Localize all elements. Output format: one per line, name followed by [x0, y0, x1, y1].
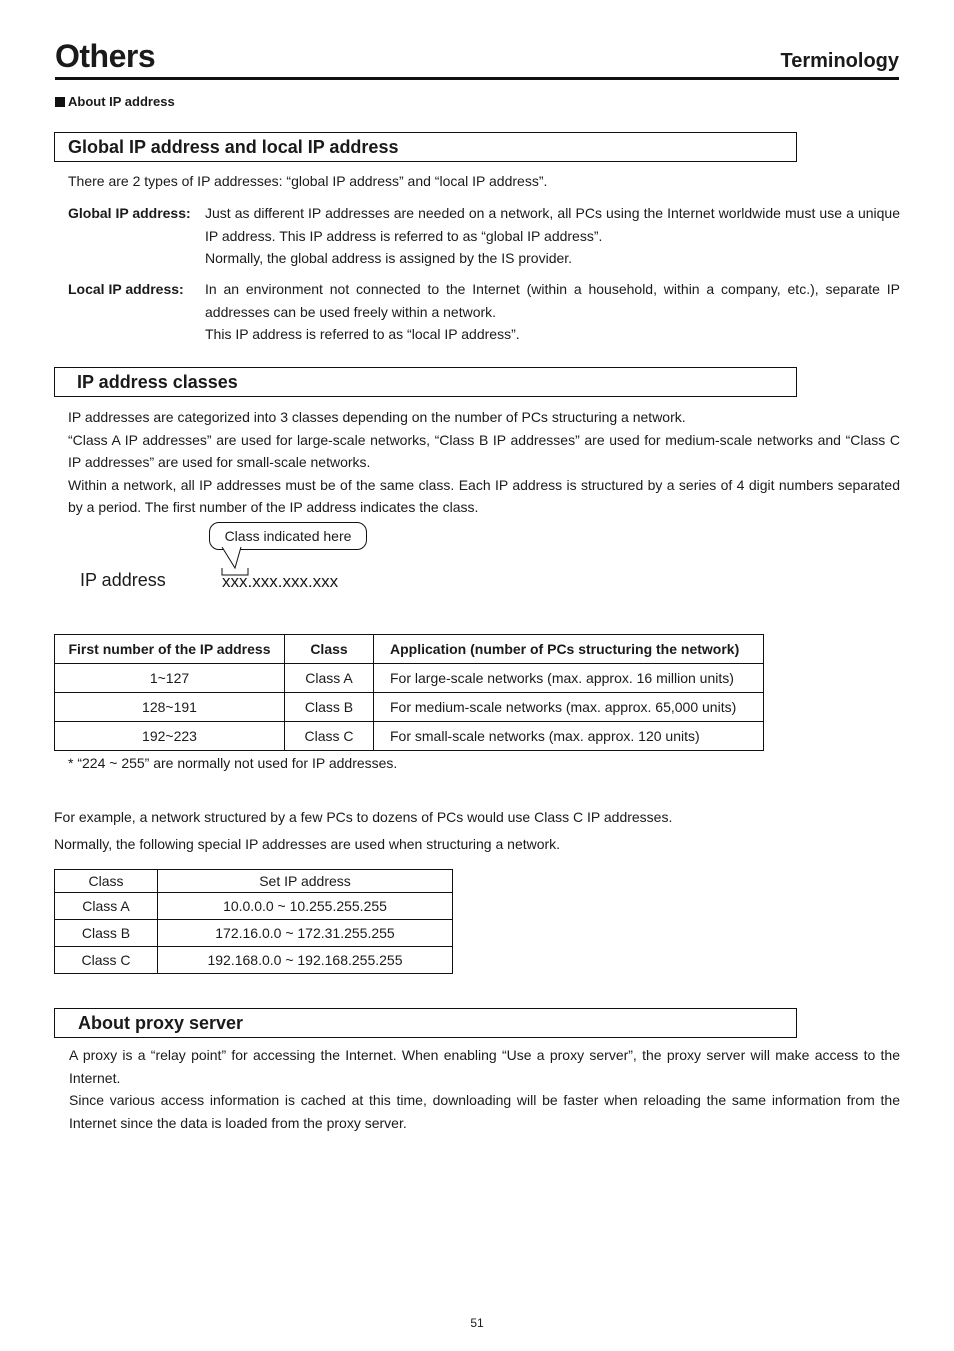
- special-ip-table: [54, 869, 453, 974]
- table-header-cell: Class: [285, 635, 374, 664]
- ip-class-table: [54, 634, 764, 751]
- title-rule: [55, 77, 899, 80]
- table-cell: 172.16.0.0 ~ 172.31.255.255: [158, 920, 453, 947]
- table-cell: Class B: [55, 920, 158, 947]
- global-ip-term: Global IP address:: [68, 205, 191, 221]
- classes-paragraph-3: Within a network, all IP addresses must be of the same class. Each IP address is structured by a series of 4 digit numbers separated by a period. The first number of the IP address indicates the class.: [68, 476, 900, 515]
- classes-paragraph-1: IP addresses are categorized into 3 classes depending on the number of PCs structuring a network.: [68, 409, 686, 425]
- ip-address-pattern: xxx.xxx.xxx.xxx: [222, 572, 339, 591]
- table-cell: 192~223: [55, 722, 285, 751]
- page-title: Others: [55, 38, 156, 74]
- table-cell: 192.168.0.0 ~ 192.168.255.255: [158, 947, 453, 974]
- table-footnote: * “224 ~ 255” are normally not used for IP addresses.: [68, 755, 398, 771]
- table-cell: Class A: [285, 664, 374, 693]
- global-ip-definition-1: Just as different IP addresses are needed on a network, all PCs using the Internet worldwide must use a unique IP address. This IP address is referred to as “global IP address”.: [205, 205, 900, 244]
- table-row: [55, 947, 453, 974]
- proxy-paragraph-2: Since various access information is cached at this time, downloading will be faster when reloading the same information from the Internet since the data is loaded from the proxy server.: [69, 1092, 900, 1131]
- local-ip-definition: [205, 278, 900, 346]
- table-header-cell: Set IP address: [158, 870, 453, 893]
- table-row: [55, 722, 764, 751]
- example-text-2: Normally, the following special IP addresses are used when structuring a network.: [54, 836, 561, 852]
- local-ip-term: Local IP address:: [68, 281, 184, 297]
- section-heading-global-local: [54, 132, 797, 162]
- table-row: [55, 893, 453, 920]
- page-subtitle: Terminology: [780, 50, 899, 72]
- about-ip-text: About IP address: [68, 94, 175, 109]
- table-row: [55, 920, 453, 947]
- classes-paragraphs: [68, 406, 900, 519]
- section-heading-text: IP address classes: [77, 372, 238, 392]
- classes-paragraph-2: “Class A IP addresses” are used for large-scale networks, “Class B IP addresses” are used for medium-scale networks and “Class C IP addresses” are used for small-scale networks.: [68, 431, 900, 470]
- table-cell: For medium-scale networks (max. approx. 65,000 units): [374, 693, 764, 722]
- table-row: [55, 664, 764, 693]
- global-ip-definition: [205, 202, 900, 270]
- table-cell: Class C: [285, 722, 374, 751]
- proxy-paragraphs: [69, 1044, 900, 1134]
- proxy-paragraph-1: A proxy is a “relay point” for accessing the Internet. When enabling “Use a proxy server”, the proxy server will make access to the Internet.: [69, 1047, 900, 1086]
- about-ip-label: [55, 94, 175, 109]
- table-cell: Class C: [55, 947, 158, 974]
- ip-address-label: IP address: [80, 570, 166, 590]
- section-heading-text: Global IP address and local IP address: [68, 137, 399, 157]
- section-heading-classes: [54, 367, 797, 397]
- table-header-cell: First number of the IP address: [55, 635, 285, 664]
- global-ip-definition-2: Normally, the global address is assigned by the IS provider.: [205, 250, 573, 266]
- table-cell: For large-scale networks (max. approx. 16 million units): [374, 664, 764, 693]
- local-ip-definition-1: In an environment not connected to the Internet (within a household, within a company, etc.), separate IP addresses can be used freely within a network.: [205, 281, 900, 320]
- page-number: 51: [470, 1316, 484, 1330]
- table-header-row: [55, 635, 764, 664]
- table-cell: Class B: [285, 693, 374, 722]
- table-cell: Class A: [55, 893, 158, 920]
- table-cell: 128~191: [55, 693, 285, 722]
- local-ip-definition-2: This IP address is referred to as “local IP address”.: [205, 326, 520, 342]
- table-cell: 1~127: [55, 664, 285, 693]
- table-row: [55, 693, 764, 722]
- example-text-1: For example, a network structured by a few PCs to dozens of PCs would use Class C IP addresses.: [54, 809, 673, 825]
- table-cell: 10.0.0.0 ~ 10.255.255.255: [158, 893, 453, 920]
- section-heading-text: About proxy server: [78, 1013, 244, 1033]
- table-header-cell: Application (number of PCs structuring the network): [374, 635, 764, 664]
- black-square-icon: [55, 97, 65, 107]
- table-header-row: [55, 870, 453, 893]
- table-header-cell: Class: [55, 870, 158, 893]
- section-heading-proxy: [54, 1008, 797, 1038]
- table-cell: For small-scale networks (max. approx. 120 units): [374, 722, 764, 751]
- section-intro: There are 2 types of IP addresses: “global IP address” and “local IP address”.: [68, 173, 548, 189]
- class-callout: Class indicated here: [209, 522, 367, 550]
